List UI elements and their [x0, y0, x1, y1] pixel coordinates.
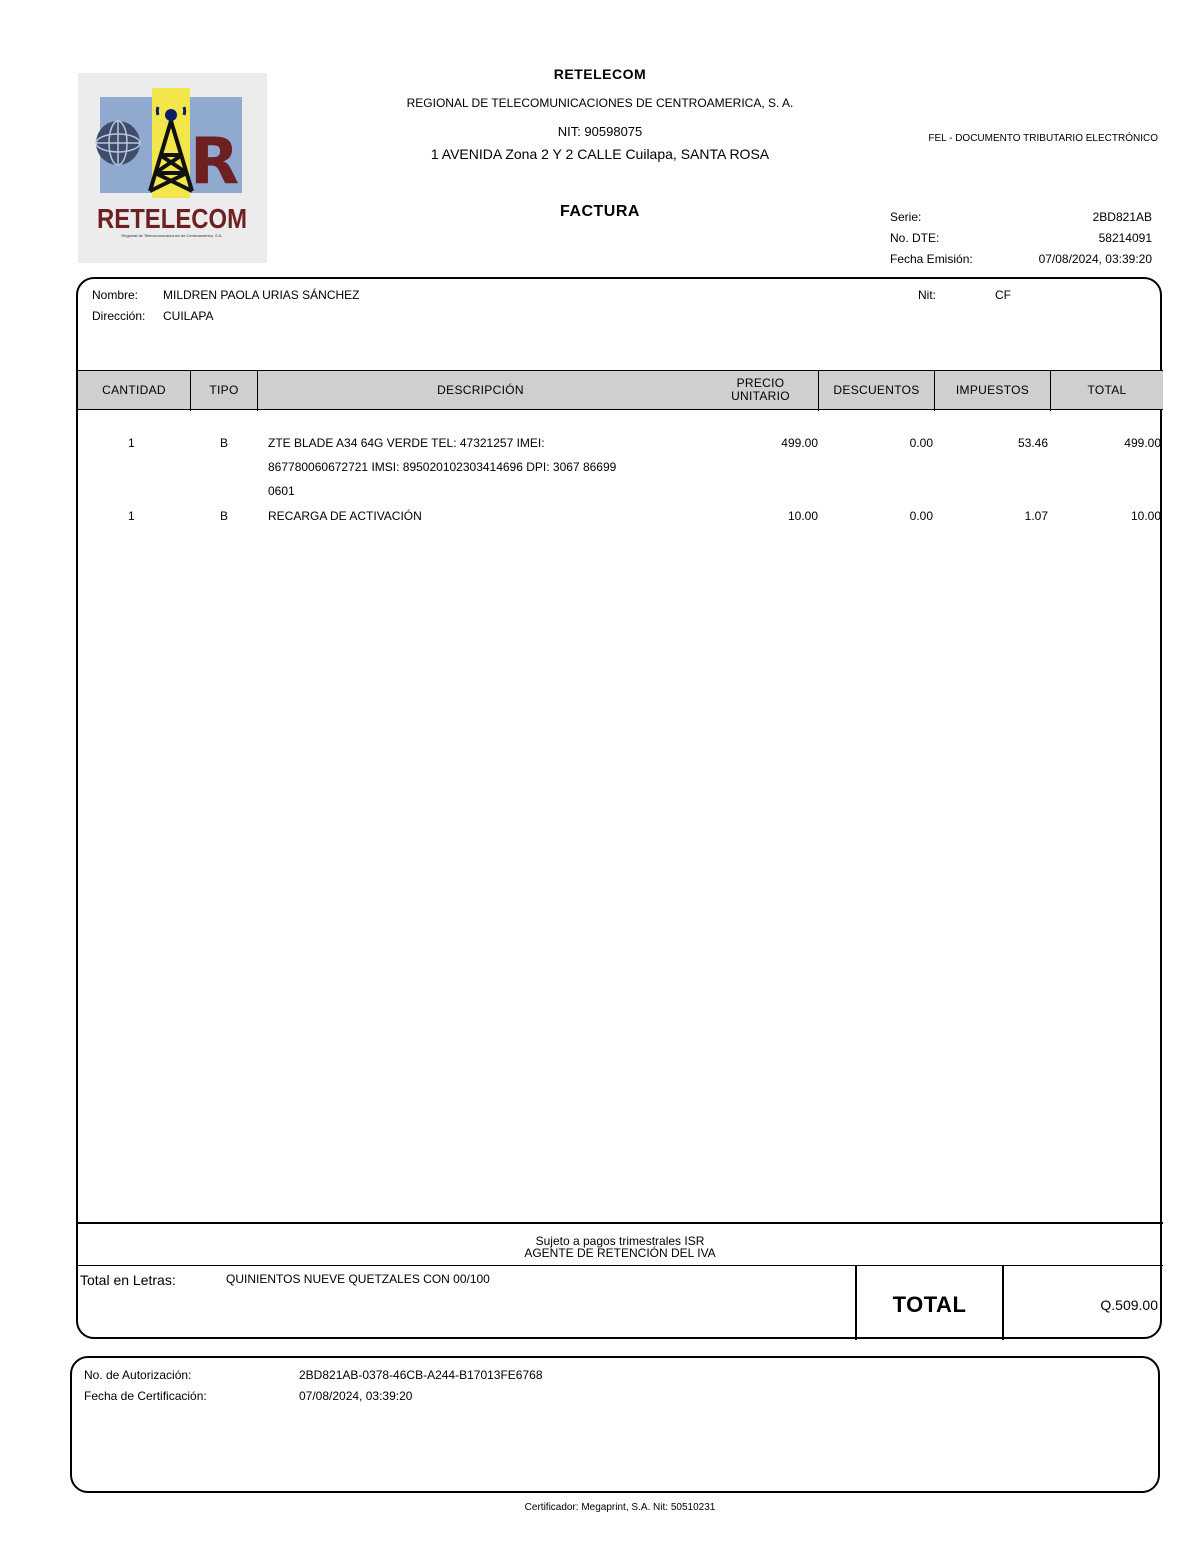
- customer-name-label: Nombre:: [92, 288, 139, 302]
- row-2-total: 10.00: [1130, 509, 1161, 523]
- logo-tagline: Regional de Telecomunicaciones de Centroamerica, S.A.: [121, 233, 223, 238]
- row-2-cantidad: 1: [128, 509, 135, 523]
- col-header-total: TOTAL: [1087, 382, 1127, 397]
- total-letters-value: QUINIENTOS NUEVE QUETZALES CON 00/100: [226, 1272, 490, 1286]
- row-1-descripcion-line3: 0601: [268, 484, 295, 498]
- row-1-precio: 499.00: [781, 436, 818, 450]
- dte-label: No. DTE:: [890, 231, 940, 245]
- customer-address-value: CUILAPA: [163, 309, 214, 323]
- customer-nit-value: CF: [995, 288, 1011, 302]
- row-2-precio: 10.00: [787, 509, 818, 523]
- company-name: RETELECOM: [553, 66, 647, 82]
- footer-divider: [78, 1222, 1163, 1224]
- authorization-box: [70, 1356, 1160, 1493]
- company-logo: [78, 73, 267, 263]
- row-2-descripcion: RECARGA DE ACTIVACIÓN: [268, 509, 422, 523]
- col-header-precio-line1: PRECIO: [736, 376, 785, 390]
- row-2-descuento: 0.00: [909, 509, 933, 523]
- row-1-cantidad: 1: [128, 436, 135, 450]
- customer-name-value: MILDREN PAOLA URIAS SÁNCHEZ: [163, 288, 360, 302]
- authorization-label: No. de Autorización:: [84, 1368, 192, 1382]
- col-header-impuestos: IMPUESTOS: [955, 382, 1030, 397]
- row-2-impuesto: 1.07: [1024, 509, 1048, 523]
- row-1-impuesto: 53.46: [1017, 436, 1048, 450]
- row-1-descuento: 0.00: [909, 436, 933, 450]
- certification-date-value: 07/08/2024, 03:39:20: [299, 1389, 413, 1403]
- emission-date-value: 07/08/2024, 03:39:20: [1038, 252, 1152, 266]
- document-type-title: FACTURA: [560, 203, 640, 220]
- logo-wordmark: RETELECOM: [97, 203, 247, 234]
- row-2-tipo: B: [220, 509, 229, 523]
- serie-label: Serie:: [890, 210, 922, 224]
- dte-value: 58214091: [1098, 231, 1152, 245]
- total-letters-label: Total en Letras:: [80, 1272, 176, 1288]
- total-amount: Q.509.00: [1100, 1297, 1158, 1313]
- company-nit: NIT: 90598075: [557, 124, 643, 139]
- total-label: TOTAL: [892, 1292, 967, 1317]
- certification-date-label: Fecha de Certificación:: [84, 1389, 207, 1403]
- col-header-cantidad: CANTIDAD: [102, 382, 166, 397]
- row-1-descripcion: [268, 431, 688, 503]
- company-legal-name: REGIONAL DE TELECOMUNICACIONES DE CENTROAMERICA, S. A.: [406, 96, 794, 110]
- col-header-tipo: TIPO: [209, 382, 239, 397]
- authorization-value: 2BD821AB-0378-46CB-A244-B17013FE6768: [299, 1368, 543, 1382]
- col-header-precio-line2: UNITARIO: [731, 389, 790, 403]
- certifier-footer: Certificador: Megaprint, S.A. Nit: 50510231: [524, 1502, 716, 1513]
- col-header-descuentos: DESCUENTOS: [833, 382, 920, 397]
- emission-date-label: Fecha Emisión:: [890, 252, 973, 266]
- isr-note: Sujeto a pagos trimestrales ISR: [535, 1234, 705, 1248]
- row-1-total: 499.00: [1124, 436, 1161, 450]
- customer-nit-label: Nit:: [918, 288, 936, 302]
- customer-address-label: Dirección:: [92, 309, 146, 323]
- items-table-header: [78, 370, 1163, 410]
- row-1-descripcion-line2: 867780060672721 IMSI: 895020102303414696 DPI: 3067 86699: [268, 460, 617, 474]
- fel-label: FEL - DOCUMENTO TRIBUTARIO ELECTRÓNICO: [928, 133, 1158, 144]
- col-header-descripcion: DESCRIPCIÓN: [437, 382, 524, 397]
- serie-value: 2BD821AB: [1092, 210, 1152, 224]
- col-header-precio: [703, 371, 818, 409]
- svg-text:R: R: [190, 125, 240, 199]
- row-1-descripcion-line1: ZTE BLADE A34 64G VERDE TEL: 47321257 IMEI:: [268, 436, 545, 450]
- row-1-tipo: B: [220, 436, 229, 450]
- iva-note: AGENTE DE RETENCIÓN DEL IVA: [524, 1246, 716, 1260]
- company-address: 1 AVENIDA Zona 2 Y 2 CALLE Cuilapa, SANTA ROSA: [430, 146, 770, 162]
